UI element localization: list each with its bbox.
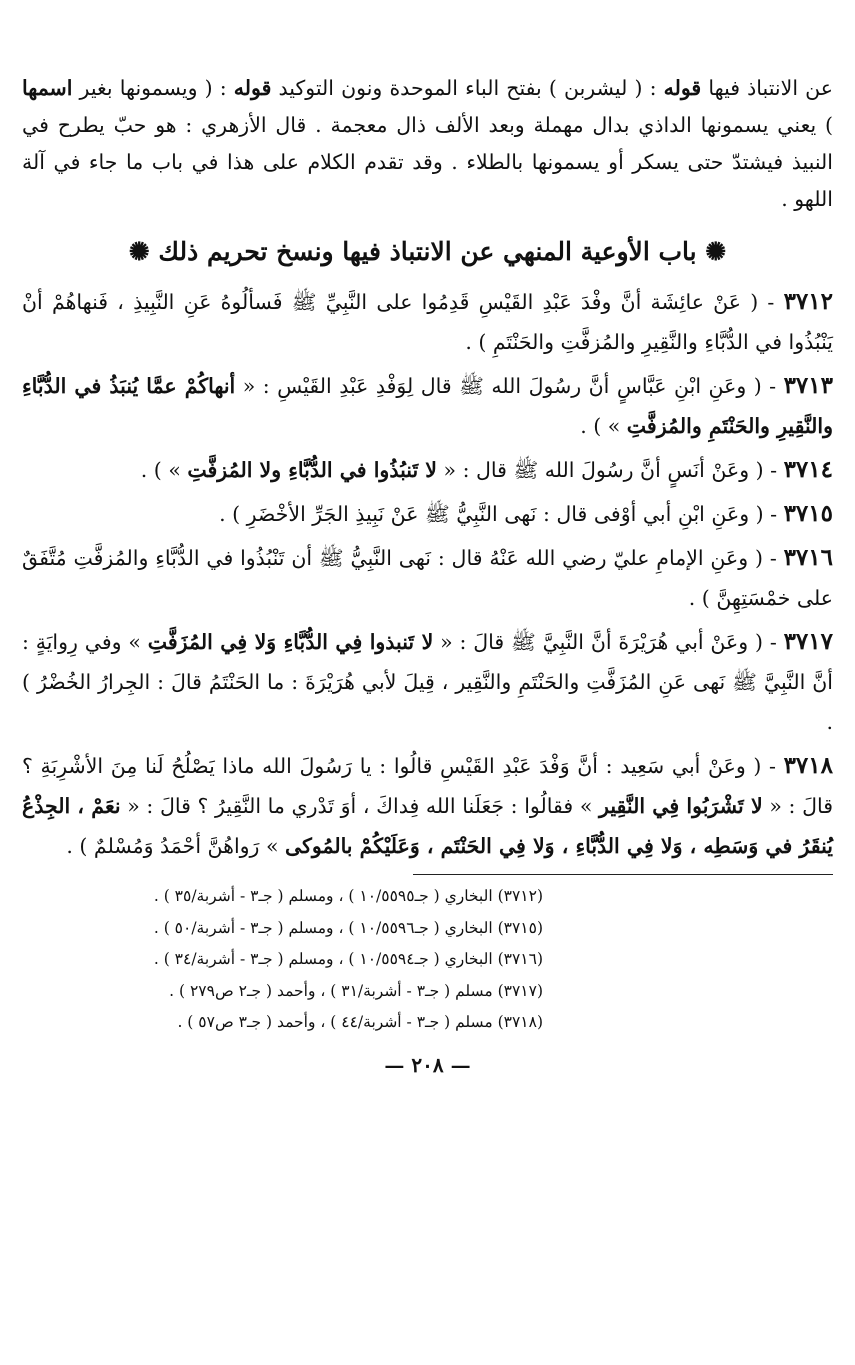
hadith-text: - ( وعَنِ الإمامِ عليّ رضي الله عَنْهُ قال : نَهى النَّبِيُّ ﷺ أن تَنْبُذُوا في الدُّبَّاءِ والمُزفَّتِ مُتَّفَقٌ على خمْسَتِهِنَّ ) . [22,546,833,610]
hadith-number: ٣٧١٧ [783,628,833,655]
hadith-number: ٣٧١٨ [783,752,833,779]
intro-text-1: عن الانتباذ فيها [701,76,833,100]
hadith-text: - ( وعَنِ ابْنِ عَبَّاسٍ أنَّ رسُولَ الله ﷺ قال لِوَفْدِ عَبْدِ القَيْسِ : « [235,374,784,398]
hadith-quote: لا تَشْرَبُوا فِي النَّقِير [599,794,763,818]
hadith-number: ٣٧١٣ [783,372,833,399]
hadith-text-end: » وفي رِوايَةٍ : أنَّ النَّبِيَّ ﷺ نَهى عَنِ المُزَفَّتِ والحَنْتَمِ والنَّقِير ، قِيلَ لأبي هُرَيْرَةَ : ما الحَنْتَمُ قالَ : الجِرارُ الخُضْرُ ) . [22,630,833,734]
hadith-3718 [22,746,833,866]
footnote: (٣٧١٨) مسلم ( جـ٣ - أشربة/٤٤ ) ، وأحمد ( جـ٣ ص٥٧ ) . [177,1013,543,1031]
hadith-text: - ( عَنْ عائِشَة أنَّ وفْدَ عَبْدِ القَيْسِ قَدِمُوا على النَّبِيِّ ﷺ فَسألُوهُ عَنِ النَّبِيذِ ، فَنهاهُمْ أنْ يَنْبُذُوا في الدُّبَّاءِ والنَّقِيرِ والمُزفَّتِ والحَنْتَمِ ) . [22,290,833,354]
intro-text-2: : ( ليشربن ) بفتح الباء الموحدة ونون التوكيد [271,76,664,100]
hadith-number: ٣٧١٢ [783,288,833,315]
hadith-3717 [22,622,833,742]
footnote: (٣٧١٥) البخاري ( جـ١٠/٥٥٩٦ ) ، ومسلم ( جـ٣ - أشربة/٥٠ ) . [153,918,543,937]
hadith-number: ٣٧١٤ [783,456,833,483]
hadith-number: ٣٧١٦ [783,544,833,571]
hadith-text: - ( وعَنْ أبي هُرَيْرَةَ أنَّ النَّبِيَّ ﷺ قالَ : « [433,630,784,654]
intro-paragraph [22,70,833,218]
hadith-text-end: » رَواهُنَّ أحْمَدُ وَمُسْلمٌ ) . [66,834,286,858]
intro-keyword-1: قوله [663,76,702,100]
intro-keyword-3: اسمها [22,76,73,100]
page-number: — ٢٠٨ — [384,1052,471,1077]
intro-text-4: ) يعني يسمونها الداذي بدال مهملة وبعد الألف ذال معجمة . قال الأزهري : هو حبّ يطرح في النبيذ فيشتدّ حتى يسكر أو يسمونها بالطلاء . وقد تقدم الكلام على هذا في باب ما جاء في آلة اللهو . [22,113,833,211]
footnote: (٣٧١٢) البخاري ( جـ١٠/٥٥٩٥ ) ، ومسلم ( جـ٣ - أشربة/٣٥ ) . [153,887,543,905]
hadith-quote: لا تَنبُذُوا في الدُّبَّاءِ ولا المُزفَّتِ [187,458,437,482]
footnote: (٣٧١٧) مسلم ( جـ٣ - أشربة/٣١ ) ، وأحمد ( جـ٢ ص٢٧٩ ) . [169,981,543,1000]
hadith-3714 [22,450,833,490]
footnote-divider [413,874,833,875]
footnotes [22,881,833,1039]
hadith-text: - ( وعَنِ ابْنِ أبي أوْفى قال : نَهى النَّبِيُّ ﷺ عَنْ نَبِيذِ الجَرِّ الأخْضَرِ ) . [219,502,784,526]
hadith-number: ٣٧١٥ [783,500,833,527]
chapter-heading: ✺ باب الأوعية المنهي عن الانتباذ فيها ونسخ تحريم ذلك ✺ [128,237,727,266]
hadith-text: - ( وعَنْ أنَسٍ أنَّ رسُولَ الله ﷺ قال : « [437,458,784,482]
hadith-3713 [22,366,833,446]
hadith-3712 [22,282,833,362]
intro-keyword-2: قوله [233,76,272,100]
hadith-text: - ( وعَنْ أبي سَعِيد : أنَّ وَفْدَ عَبْدِ القَيْسِ قالُوا : يا رَسُولَ الله ماذا يَصْلُحُ لَنا مِنَ الأشْرِبَةِ ؟ قالَ : « [22,754,834,818]
hadith-quote-2: نعَمْ ، الجِذْعُ يُنقَرُ في وَسَطِه ، وَلا فِي الدُّبَّاءِ ، وَلا فِي الحَنْتَم ، وَعَلَيْكُمْ بالمُوكى [22,794,833,858]
intro-text-3: : ( ويسمونها بغير [72,76,234,100]
hadith-text-end: » ) . [580,414,627,438]
footnote: (٣٧١٦) البخاري ( جـ١٠/٥٥٩٤ ) ، ومسلم ( جـ٣ - أشربة/٣٤ ) . [153,950,543,968]
hadith-text-end: » ) . [140,458,188,482]
hadith-quote: أنهاكُمْ عمَّا يُنبَذُ في الدُّبَّاءِ والنَّقِيرِ والحَنْتَمِ والمُزفَّتِ [22,374,833,438]
hadith-3716 [22,538,833,618]
hadith-3715 [22,494,833,534]
hadith-text-middle: » فقالُوا : جَعَلَنا الله فِداكَ ، أوَ تَدْري ما النَّقِيرُ ؟ قالَ : « [120,794,600,818]
hadith-quote: لا تَنبذوا فِي الدُّبَّاءِ وَلا فِي المُزَفَّتِ [147,630,434,654]
